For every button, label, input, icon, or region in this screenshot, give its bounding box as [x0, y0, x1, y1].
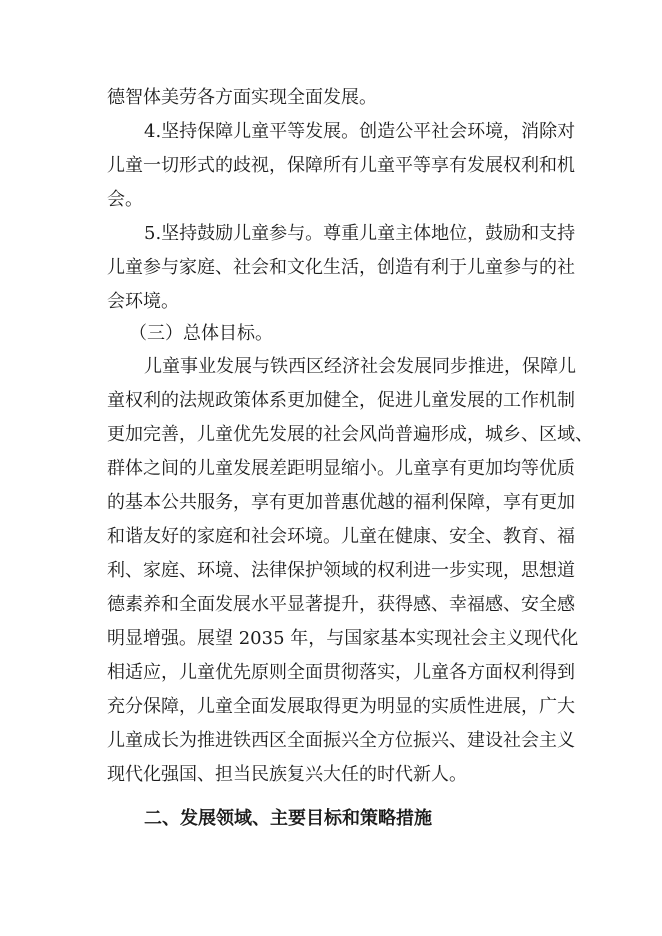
text-line: 会。 — [107, 189, 143, 210]
text-line: 和谐友好的家庭和社会环境。儿童在健康、安全、教育、福 — [107, 526, 575, 547]
text-line: 5.坚持鼓励儿童参与。尊重儿童主体地位，鼓励和支持 — [144, 223, 576, 244]
text-line: 童权利的法规政策体系更加健全，促进儿童发展的工作机制 — [107, 390, 575, 411]
section-heading: 二、发展领域、主要目标和策略措施 — [144, 808, 432, 829]
text-line: 更加完善，儿童优先发展的社会风尚普遍形成，城乡、区域、 — [107, 424, 593, 445]
text-line: 儿童参与家庭、社会和文化生活，创造有利于儿童参与的社 — [107, 257, 575, 278]
text-line: 儿童事业发展与铁西区经济社会发展同步推进，保障儿 — [144, 356, 576, 377]
text-line: 利、家庭、环境、法律保护领域的权利进一步实现，思想道 — [107, 560, 575, 581]
text-line: 儿童成长为推进铁西区全面振兴全方位振兴、建设社会主义 — [107, 730, 575, 751]
text-line: 群体之间的儿童发展差距明显缩小。儿童享有更加均等优质 — [107, 458, 575, 479]
text-line: 会环境。 — [107, 291, 179, 312]
text-line: 充分保障，儿童全面发展取得更为明显的实质性进展，广大 — [107, 696, 575, 717]
text-line: 儿童一切形式的歧视，保障所有儿童平等享有发展权利和机 — [107, 155, 575, 176]
text-line: 德智体美劳各方面实现全面发展。 — [107, 87, 377, 108]
text-line: 4.坚持保障儿童平等发展。创造公平社会环境，消除对 — [144, 121, 576, 142]
text-line: 明显增强。展望 2035 年，与国家基本实现社会主义现代化 — [107, 628, 579, 649]
text-line: 相适应，儿童优先原则全面贯彻落实，儿童各方面权利得到 — [107, 662, 575, 683]
section-subheading: （三）总体目标。 — [129, 323, 273, 344]
text-line: 现代化强国、担当民族复兴大任的时代新人。 — [107, 764, 467, 785]
text-line: 的基本公共服务，享有更加普惠优越的福利保障，享有更加 — [107, 492, 575, 513]
text-line: 德素养和全面发展水平显著提升，获得感、幸福感、安全感 — [107, 594, 575, 615]
